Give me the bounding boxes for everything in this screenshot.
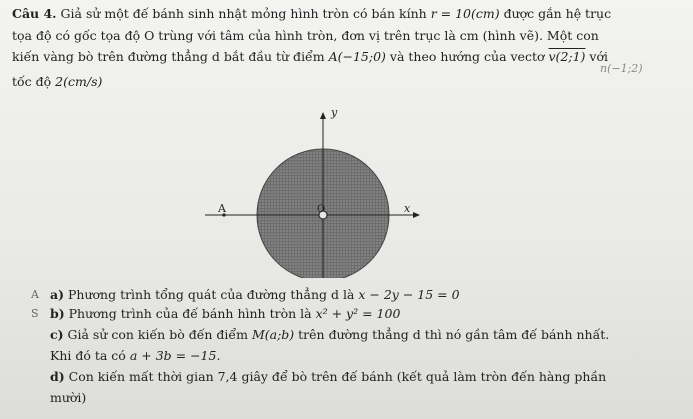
part-b-text: Phương trình của đế bánh hình tròn là (68, 306, 312, 321)
part-d-cont-text: mười) (50, 390, 87, 405)
question-line-3 (12, 49, 608, 65)
margin-mark-a: A (31, 288, 39, 301)
question-label: Câu 4. (12, 6, 57, 21)
point-a-expression: A(−15;0) (328, 49, 386, 64)
part-a-expression: x − 2y − 15 = 0 (358, 287, 460, 302)
speed-expression: 2(cm/s) (55, 74, 103, 89)
part-d (50, 369, 606, 385)
circle-figure (190, 98, 480, 278)
part-d-text: Con kiến mất thời gian 7,4 giây để bò trên đế bánh (kết quả làm tròn đến hàng phần (68, 369, 607, 384)
point-a-label: A (218, 202, 226, 215)
x-axis-arrow-icon (413, 212, 420, 218)
part-c-text-2: trên đường thẳng d thì nó gần tâm đế bánh nhất. (298, 327, 610, 342)
part-d-continued (50, 390, 86, 406)
x-axis-label: x (404, 202, 411, 215)
origin-label: O (317, 204, 326, 215)
part-c-text: Giả sử con kiến bò đến điểm (67, 327, 248, 342)
question-text-2: tọa độ có gốc tọa độ O trùng với tâm của hình tròn, đơn vị trên trục là cm (hình vẽ). Một con (12, 28, 599, 43)
handwritten-note: n(−1;2) (600, 62, 643, 75)
part-c-cont-text: Khi đó ta có (50, 348, 126, 363)
part-c (50, 327, 609, 343)
part-c-continued (50, 348, 220, 364)
question-line-1 (12, 6, 611, 22)
part-b (50, 306, 400, 322)
part-c-label: c) (50, 327, 64, 342)
radius-expression: r = 10(cm) (430, 6, 500, 21)
part-d-label: d) (50, 369, 65, 384)
vector-expression: v(2;1) (548, 49, 586, 64)
question-text-3c: với (589, 49, 609, 64)
part-a-text: Phương trình tổng quát của đường thẳng d là (68, 287, 355, 302)
margin-mark-b: S (31, 307, 39, 320)
part-b-expression: x² + y² = 100 (315, 306, 401, 321)
question-line-4 (12, 74, 102, 90)
part-c-cont-expression: a + 3b = −15. (129, 348, 221, 363)
part-a (50, 287, 460, 303)
question-text-1-end: được gắn hệ trục (503, 6, 612, 21)
part-c-expression: M(a;b) (251, 327, 295, 342)
question-text-4: tốc độ (12, 74, 52, 89)
question-text-3b: và theo hướng của vectơ (389, 49, 545, 64)
part-a-label: a) (50, 287, 65, 302)
question-text-3a: kiến vàng bò trên đường thẳng d bắt đầu từ điểm (12, 49, 325, 64)
question-line-2 (12, 28, 599, 44)
y-axis-arrow-icon (320, 112, 326, 119)
y-axis-label: y (331, 106, 338, 119)
question-text-1: Giả sử một đế bánh sinh nhật mỏng hình tròn có bán kính (60, 6, 427, 21)
part-b-label: b) (50, 306, 65, 321)
